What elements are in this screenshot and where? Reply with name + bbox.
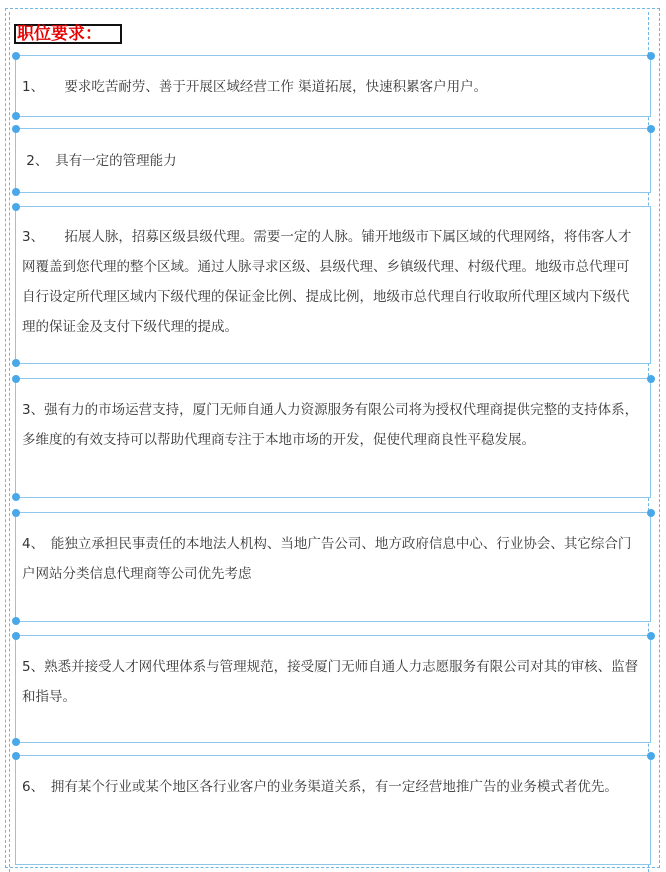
requirement-item-3: [15, 206, 651, 364]
section-heading: 职位要求：: [14, 24, 122, 44]
requirement-item-2: [15, 128, 651, 193]
handle-dot-icon: [12, 752, 20, 760]
handle-dot-icon: [12, 617, 20, 625]
requirement-item-1: [15, 55, 651, 117]
handle-dot-icon: [12, 188, 20, 196]
handle-dot-icon: [12, 375, 20, 383]
handle-dot-icon: [647, 125, 655, 133]
handle-dot-icon: [12, 52, 20, 60]
handle-dot-icon: [12, 632, 20, 640]
requirement-text: 1、 要求吃苦耐劳、善于开展区域经营工作 渠道拓展，快速积累客户用户。: [22, 79, 488, 95]
requirement-text: 3、 拓展人脉，招募区级县级代理。需要一定的人脉。铺开地级市下属区域的代理网络，将伟客人才网覆盖到您代理的整个区域。通过人脉寻求区级、县级代理、乡镇级代理、村级代理。地级市总代理可自行设定所代理区域内下级代理的保证金比例、提成比例，地级市总代理自行收取所代理区域内下级代理的保证金及支付下级代理的提成。: [22, 229, 632, 335]
requirement-text: 3、强有力的市场运营支持，厦门无师自通人力资源服务有限公司将为授权代理商提供完整的支持体系，多维度的有效支持可以帮助代理商专注于本地市场的开发，促使代理商良性平稳发展。: [22, 402, 639, 448]
handle-dot-icon: [12, 509, 20, 517]
handle-dot-icon: [12, 125, 20, 133]
handle-dot-icon: [647, 375, 655, 383]
requirement-text: 5、熟悉并接受人才网代理体系与管理规范，接受厦门无师自通人力志愿服务有限公司对其的审核、监督和指导。: [22, 659, 639, 705]
requirement-item-7: [15, 755, 651, 865]
handle-dot-icon: [647, 752, 655, 760]
handle-dot-icon: [12, 738, 20, 746]
requirement-text: 4、 能独立承担民事责任的本地法人机构、当地广告公司、地方政府信息中心、行业协会、其它综合门户网站分类信息代理商等公司优先考虑: [22, 536, 632, 582]
requirement-item-4: [15, 378, 651, 498]
requirement-text: 6、 拥有某个行业或某个地区各行业客户的业务渠道关系，有一定经营地推广告的业务模式者优先。: [22, 779, 618, 795]
handle-dot-icon: [12, 359, 20, 367]
requirement-item-6: [15, 635, 651, 743]
handle-dot-icon: [647, 509, 655, 517]
handle-dot-icon: [12, 493, 20, 501]
handle-dot-icon: [12, 112, 20, 120]
requirement-item-5: [15, 512, 651, 622]
handle-dot-icon: [647, 52, 655, 60]
handle-dot-icon: [12, 203, 20, 211]
handle-dot-icon: [647, 632, 655, 640]
requirement-text: 2、 具有一定的管理能力: [22, 153, 177, 169]
